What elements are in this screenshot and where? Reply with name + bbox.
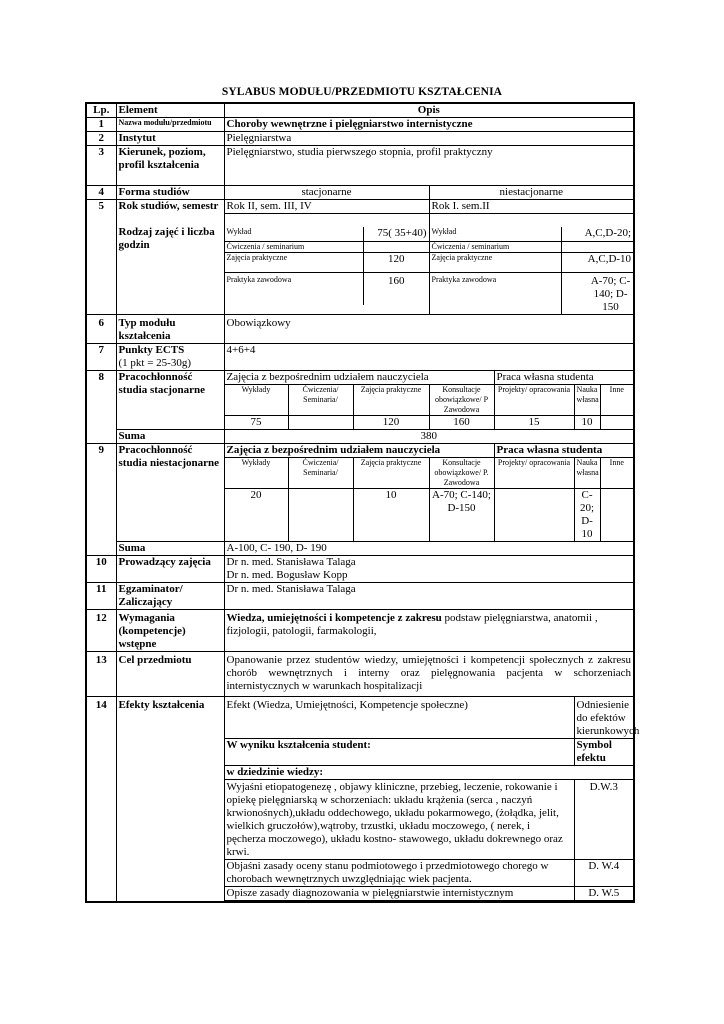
ects-value: 4+6+4	[224, 344, 634, 371]
hours-value	[562, 242, 634, 253]
row-1	[86, 118, 634, 132]
row-number: 13	[86, 652, 116, 697]
workload-value	[288, 489, 353, 542]
row-label: Pracochłonność studia stacjonarne	[116, 371, 224, 430]
workload-value	[494, 489, 574, 542]
col-head: Inne	[600, 385, 634, 416]
row-number: 2	[86, 132, 116, 146]
examiner: Dr n. med. Stanisława Talaga	[224, 583, 634, 610]
row-label: Typ modułu kształcenia	[116, 315, 224, 344]
workload-head-b: Praca własna studenta	[494, 444, 634, 458]
row-14	[86, 697, 634, 739]
row-label: Cel przedmiotu	[116, 652, 224, 697]
field-value: Pielęgniarstwo, studia pierwszego stopnia, profil praktyczny	[224, 146, 634, 186]
header-lp: Lp.	[86, 103, 116, 118]
hours-type: Zajęcia praktyczne	[430, 253, 562, 273]
row-10	[86, 556, 634, 583]
col-head: Konsultacje obowiązkowe/ P Zawodowa	[429, 385, 494, 416]
row-2	[86, 132, 634, 146]
hours-value	[364, 242, 429, 253]
effect-text: Wyjaśni etiopatogenezę , objawy kliniczne, przebieg, leczenie, rokowanie i opiekę pielęgniarską w schorzeniach: układu krążenia (serca , naczyń krwionośnych),układu oddechowego, układu pokarmowego, (żołądka, jelit, wielkich gruczołów),wątroby, trzustki, układu moczowego, ( nerek, i pęcherza moczowego), układu kostno- stawowego, układu dokrewnego oraz krwi.	[224, 780, 574, 860]
col-head: Konsultacje obowiązkowe/ P. Zawodowa	[429, 458, 494, 489]
form-full-time: stacjonarne	[224, 186, 429, 200]
effects-section: w dziedzinie wiedzy:	[224, 766, 634, 780]
form-part-time: niestacjonarne	[429, 186, 634, 200]
workload-value: 120	[353, 416, 429, 430]
institute-value: Pielęgniarstwa	[224, 132, 634, 146]
hours-value: A,C,D-20;	[562, 227, 634, 242]
row-number: 4	[86, 186, 116, 200]
effects-sub-b: Symbol efektu	[574, 739, 634, 766]
col-head: Nauka własna	[574, 458, 600, 489]
hours-type: Praktyka zawodowa	[430, 273, 562, 315]
row-number: 9	[86, 444, 116, 556]
year-full-time: Rok II, sem. III, IV	[225, 200, 429, 214]
lecturer-name: Dr n. med. Stanisława Talaga	[226, 556, 356, 568]
row-11	[86, 583, 634, 610]
workload-value: C-20; D-10	[574, 489, 600, 542]
course-name: Choroby wewnętrzne i pielęgniarstwo internistyczne	[224, 118, 634, 132]
row-number: 11	[86, 583, 116, 610]
col-head: Ćwiczenia/ Seminaria/	[288, 458, 353, 489]
ects-note: (1 pkt = 25-30g)	[118, 357, 191, 369]
year-part-time: Rok I. sem.II	[430, 200, 634, 214]
row-label: Rodzaj zajęć i liczba godzin	[118, 226, 215, 251]
row-6	[86, 315, 634, 344]
hours-value: 160	[364, 273, 429, 306]
row-label: Forma studiów	[116, 186, 224, 200]
col-head: Zajęcia praktyczne	[353, 458, 429, 489]
row-number: 8	[86, 371, 116, 444]
row-9	[86, 444, 634, 458]
row-label: Pracochłonność studia niestacjonarne	[116, 444, 224, 542]
row-number: 3	[86, 146, 116, 186]
page-title: SYLABUS MODUŁU/PRZEDMIOTU KSZTAŁCENIA	[221, 86, 503, 98]
row-5-labels	[116, 200, 224, 315]
row-label: Egzaminator/ Zaliczający	[116, 583, 224, 610]
effect-text: Opisze zasady diagnozowania w pielęgniarstwie internistycznym	[224, 887, 574, 901]
hours-full-time	[224, 200, 429, 315]
effects-head-b: Odniesienie do efektów kierunkowych	[574, 697, 634, 739]
row-number: 12	[86, 610, 116, 652]
row-label: Nazwa modułu/przedmiotu	[116, 118, 224, 132]
hours-type: Ćwiczenia / seminarium	[225, 242, 364, 253]
workload-value: 160	[429, 416, 494, 430]
sum-value: A-100, C- 190, D- 190	[224, 542, 634, 556]
course-goal: Opanowanie przez studentów wiedzy, umiejętności i kompetencji społecznych z zakresu chorób wewnętrznych i interny oraz pielęgnowania pacjenta w schorzeniach internistycznych w warunkach hospitalizacji	[224, 652, 634, 697]
row-8-sum	[86, 430, 634, 444]
hours-value: 75( 35+40)	[364, 227, 429, 242]
module-type: Obowiązkowy	[224, 315, 634, 344]
hours-value: A-70; C-140; D-150	[562, 273, 634, 315]
row-12	[86, 610, 634, 652]
workload-value: 75	[224, 416, 288, 430]
row-label: Rok studiów, semestr	[118, 200, 219, 212]
row-5	[86, 200, 634, 315]
hours-type: Wykład	[225, 227, 364, 242]
hours-part-time	[429, 200, 634, 315]
col-head: Zajęcia praktyczne	[353, 385, 429, 416]
workload-head-a: Zajęcia z bezpośrednim udziałem nauczyciela	[224, 371, 494, 385]
sum-value: 380	[224, 430, 634, 444]
row-number: 1	[86, 118, 116, 132]
workload-value	[600, 416, 634, 430]
row-8	[86, 371, 634, 385]
workload-value	[600, 489, 634, 542]
hours-type: Zajęcia praktyczne	[225, 253, 364, 273]
col-head: Projekty/ opracowania	[494, 458, 574, 489]
workload-value: 20	[224, 489, 288, 542]
syllabus-table	[85, 102, 640, 903]
workload-head-a: Zajęcia z bezpośrednim udziałem nauczyciela	[224, 444, 494, 458]
sum-label: Suma	[116, 430, 224, 444]
row-3	[86, 146, 634, 186]
effect-code: D. W.4	[574, 860, 634, 887]
workload-head-b: Praca własna studenta	[494, 371, 634, 385]
hours-table-b	[430, 227, 634, 314]
header-row	[86, 103, 634, 118]
workload-value: 15	[494, 416, 574, 430]
hours-type: Ćwiczenia / seminarium	[430, 242, 562, 253]
row-4	[86, 186, 634, 200]
col-head: Inne	[600, 458, 634, 489]
row-number: 5	[86, 200, 116, 315]
requirements	[224, 610, 634, 652]
lecturers	[224, 556, 634, 583]
col-head: Ćwiczenia/ Seminaria/	[288, 385, 353, 416]
requirements-text: podstaw pielęgniarstwa, anatomii , fizjologii, patologii, farmakologii,	[226, 612, 598, 637]
row-label: Efekty kształcenia	[116, 697, 224, 903]
sum-label: Suma	[116, 542, 224, 556]
row-label: Wymagania (kompetencje) wstępne	[116, 610, 224, 652]
row-9-sum	[86, 542, 634, 556]
row-label: Kierunek, poziom, profil kształcenia	[116, 146, 224, 186]
row-number: 10	[86, 556, 116, 583]
workload-value	[288, 416, 353, 430]
workload-value: 10	[353, 489, 429, 542]
effect-code: D. W.5	[574, 887, 634, 901]
row-label: Prowadzący zajęcia	[116, 556, 224, 583]
hours-table-a	[225, 227, 429, 305]
col-head: Projekty/ opracowania	[494, 385, 574, 416]
row-number: 14	[86, 697, 116, 903]
effects-head-a: Efekt (Wiedza, Umiejętności, Kompetencje społeczne)	[224, 697, 574, 739]
row-number: 6	[86, 315, 116, 344]
col-head: Wykłady	[224, 385, 288, 416]
hours-value: 120	[364, 253, 429, 273]
row-7	[86, 344, 634, 371]
hours-type: Wykład	[430, 227, 562, 242]
ects-label: Punkty ECTS	[118, 344, 185, 356]
effect-text: Objaśni zasady oceny stanu podmiotowego i przedmiotowego chorego w chorobach wewnętrznych uwzględniając wiek pacjenta.	[224, 860, 574, 887]
effect-code: D.W.3	[574, 780, 634, 860]
effects-sub-a: W wyniku kształcenia student:	[224, 739, 574, 766]
workload-value: 10	[574, 416, 600, 430]
requirements-bold: Wiedza, umiejętności i kompetencje z zakresu	[226, 612, 442, 624]
workload-value: A-70; C-140; D-150	[429, 489, 494, 542]
row-13	[86, 652, 634, 697]
lecturer-name: Dr n. med. Bogusław Kopp	[226, 569, 348, 581]
hours-type: Praktyka zawodowa	[225, 273, 364, 306]
row-label	[116, 344, 224, 371]
col-head: Wykłady	[224, 458, 288, 489]
header-element: Element	[116, 103, 224, 118]
hours-value: A,C,D-10	[562, 253, 634, 273]
row-number: 7	[86, 344, 116, 371]
header-opis: Opis	[224, 103, 634, 118]
row-label: Instytut	[116, 132, 224, 146]
col-head: Nauka własna	[574, 385, 600, 416]
